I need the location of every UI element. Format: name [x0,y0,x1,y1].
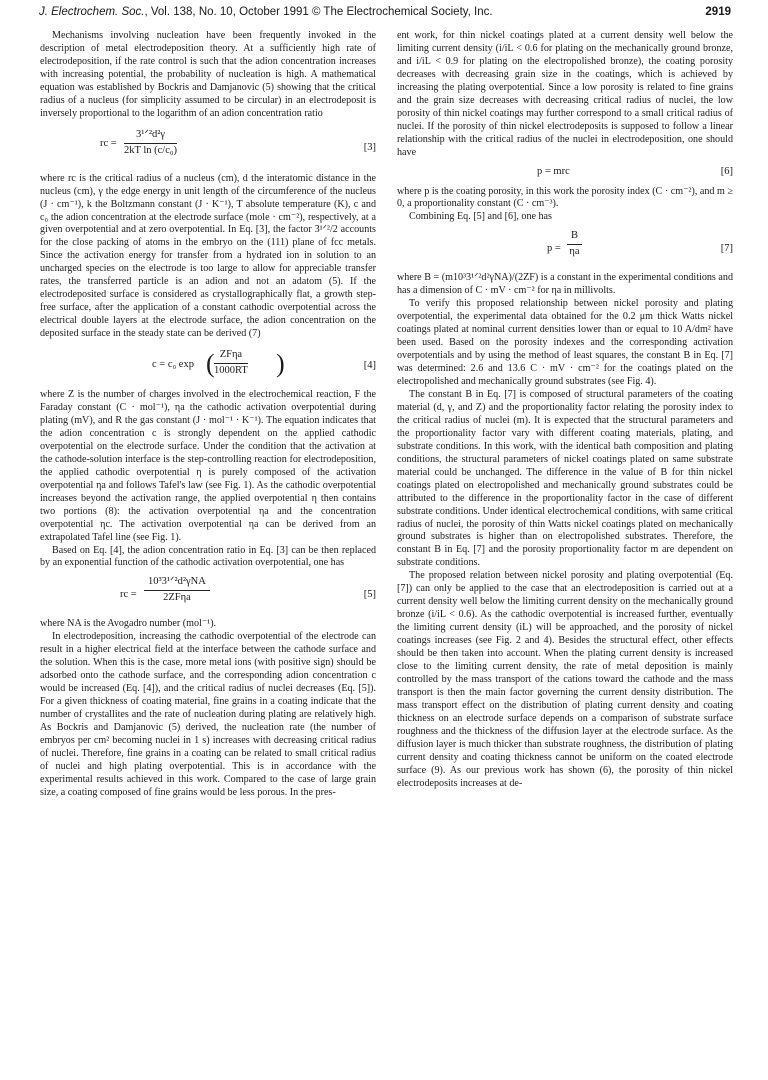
equation-3 [40,125,376,169]
equation-fraction [124,129,177,158]
paragraph: where B = (m10³3¹ᐟ²d²γNA)/(2ZF) is a constant in the experimental conditions and has a dimension of C · mV · cm⁻² for ηa in millivolts. [397,272,733,297]
journal-citation [39,6,493,18]
paragraph: Based on Eq. [4], the adion concentration ratio in Eq. [3] can be then replaced by an exponential function of the cathodic activation overpotential, one has [40,544,376,569]
equation-6 [397,160,733,186]
paragraph: In electrodeposition, increasing the cathodic overpotential of the electrode can result in a higher electrical field at the interface between the cathode surface and the solution. When this is the case, more metal ions (with positive sign) should be adsorbed onto the cathode surface, and the corresponding adion concentration c would be increased (Eq. [4]), and the critical radius of nuclei decreases (Eq. [5]). For a given thickness of coating material, fine grains in a coating indicate that the number of crystallites and the rate of nucleation during plating are relatively high. As Bockris and Damjanovic (5) derived, the nucleation rate (the number of embryos per cm² becoming nuclei in 1 s) increases with decreasing critical radius of nuclei. Therefore, fine grains in a coating can be related to small critical radius of nuclei and high plating overpotential. This is in accordance with the experimental results achieved in this work. Compared to the case of large grain size, a coating composed of fine grains would be less porous. In the pres- [40,631,376,798]
paragraph: where rc is the critical radius of a nucleus (cm), d the interatomic distance in the nucleus (cm), γ the edge energy in unit length of the circumference of the nucleus (J · cm⁻¹), k the Boltzmann constant (J · K⁻¹), T absolute temperature (K), c and c₀ the adion concentration at the electrode surface (mole · cm⁻²), respectively, at a given overpotential and at zero overpotential. In Eq. [3], the factor 3¹ᐟ²/2 accounts for the close packing of atoms in the embryo on the (111) plane of fcc metals. Since the activation energy for transfer from a hydrated ion in solution to an uncharged species on the electrode is too large to allow for appreciable transfer rates, the transferred particle is an adion and not an adatom (5). If the electrodeposited surface is considered as crystallographically flat, a growth step-free surface, after the application of a constant cathodic overpotential across the electrical double layers at the electrode surface, the adion concentration on the deposited surface in the steady state can be derived (7) [40,172,376,340]
equation-number: [4] [363,360,376,372]
right-column [397,30,733,791]
paragraph: where Z is the number of charges involved in the electrochemical reaction, F the Faraday constant (C · mol⁻¹), ηa the cathodic activation overpotential during plating (mV), and R the gas constant (J · mol⁻¹ · K⁻¹). The equation indicates that the adion concentration c is strongly dependent on the applied cathodic overpotential on the electrode surface. Under the condition that the activation at the cathode-solution interface is the step-controlling reaction for electrodeposition, the applied cathodic overpotential η is purely composed of the activation overpotential ηa and follows Tafel's law (see Fig. 1). As the cathodic overpotential increases beyond the activation range, the applied overpotential η then contains two portions (8): the activation overpotential ηa and the concentration overpotential ηc. The activation overpotential ηa can be derived from an extrapolated Tafel line (see Fig. 1). [40,389,376,543]
equation-lhs: p = [547,243,561,255]
left-column [40,30,376,800]
paragraph: The proposed relation between nickel porosity and plating overpotential (Eq. [7]) can only be applied to the case that an electrodeposition is carried out at a current density well below the limiting current density on the mechanically ground bronze (i/iL < 0.6). As the cathodic overpotential is increased further, eventually the limiting current density (iL) will be approached, and the porosity of nickel coatings increases (see Fig. 2 and 4). Besides the structural effect, other effects should be then taken into account. When the plating current density is increased close to the limiting current density, the rate of metal deposition is mainly controlled by the mass transport of the cations toward the cathode and the mass transport is then the main factor governing the current density distribution. The mass transport effect on the distribution of plating current density and coating thickness on an electrode surface depends on a comparison of substrate surface roughness and the thickness of the diffusion layer at the electrode surface. As the diffusion layer is much thicker than substrate roughness, the distribution of plating current density and coating thickness cannot be uniform on the coated electrode surface (9). As our previous work has shown (6), the porosity of thin nickel electrodeposits increases at de- [397,570,733,789]
equation-lhs: c = c₀ exp [152,359,194,371]
paragraph: Combining Eq. [5] and [6], one has [409,211,552,223]
equation-number: [6] [720,165,733,177]
denominator: ηa [569,246,580,258]
equation-body: p = mrc [537,165,570,177]
page-header [39,6,731,24]
numerator: ZFηa [214,349,248,364]
paragraph: where p is the coating porosity, in this work the porosity index (C · cm⁻²), and m ≥ 0, a proportionality constant (C · cm⁻³). [397,185,733,210]
paragraph: To verify this proposed relationship between nickel porosity and plating overpotential, the experimental data obtained for the 0.2 μm thick Watts nickel coatings plated at nominal current densities lower than or equal to 10 A/dm² have been used. Based on the porosity indexes and the corresponding activation overpotentials and by using the method of least squares, the constant B in Eq. [7] was determined: 2.6 and 13.6 C · mV · cm⁻² for the coatings plated on the electropolished and mechanically ground substrates (see Fig. 4). [397,298,733,388]
numerator: B [567,230,582,245]
equation-7 [397,226,733,270]
equation-number: [3] [363,141,376,153]
equation-5 [40,572,376,616]
paragraph: The constant B in Eq. [7] is composed of structural parameters of the coating material (d, γ, and Z) and the proportionality factor relating the porosity index to the critical radius of nuclei (m). It is expected that the structural parameters and the proportionality factor vary with different coating materials, plating, and substrate conditions. In this work, with the identical bath composition and plating conditions, the structural parameters of nickel coatings plated on same substrate material could be unchanged. The difference in the value of B for thin nickel coatings plated on electropolished and mechanically ground substrates could be attributed to the difference in the proportionality factor in the case of different substrate conditions. Under identical electrochemical conditions, with same critical radius of nuclei, the porosity of thin Watts nickel coatings plated on mechanically ground substrates is higher than on electropolished substrates. Therefore, the constant B in Eq. [7] and the porosity proportionality factor m are dependent on substrate conditions. [397,388,733,569]
denominator: 1000RT [214,365,248,377]
equation-lhs: rc = [120,589,137,601]
numerator: 3¹ᐟ²d²γ [124,129,177,144]
denominator: 2kT ln (c/c₀) [124,144,178,156]
equation-4: c = c₀ exp ( ZFηa 1000RT ) [4] [152,349,376,379]
page-number: 2919 [705,6,731,18]
equation-lhs: rc = [100,137,117,149]
paragraph: Mechanisms involving nucleation have been frequently invoked in the description of metal electrodeposition theory. At a sufficiently high rate of electrodeposition, if the rate control is such that the adion concentration increases with increasing potential, the probability of nucleation is high. A mathematical equation was established by Bockris and Damjanovic (5) showing that the critical radius of a nucleus (for simplicity assumed to be circular) in an electrodeposit is inversely proportional to the logarithm of an adion concentration ratio [40,30,376,119]
denominator: 2ZFηa [163,592,191,604]
paragraph: ent work, for thin nickel coatings plated at a current density well below the limiting current density (i/iL < 0.6 for plating on the mechanically ground bronze, and i/iL < 0.9 for plating on the electropolished bronze), the coating porosity decreases with decreasing grain size in the coatings, which is achieved by increasing the plating overpotential. Since a low porosity is related to fine grains and the grain size decreases with decreasing critical radius of nuclei, the low porosity of thin nickel coatings may further correspond to a small critical radius of nuclei. If the porosity of thin nickel electrodeposits is supposed to follow a linear relationship with the critical radius of the nuclei in electrodeposition, one should have [397,30,733,158]
journal-name: J. Electrochem. Soc. [39,6,145,18]
equation-number: [7] [720,243,733,255]
equation-fraction [567,230,582,259]
equation-fraction [214,349,248,378]
paragraph: where NA is the Avogadro number (mol⁻¹). [40,618,217,630]
equation-number: [5] [363,589,376,601]
equation-fraction [144,576,210,605]
numerator: 10³3¹ᐟ²d²γNA [144,576,210,591]
journal-details: , Vol. 138, No. 10, October 1991 © The Electrochemical Society, Inc. [144,6,493,18]
